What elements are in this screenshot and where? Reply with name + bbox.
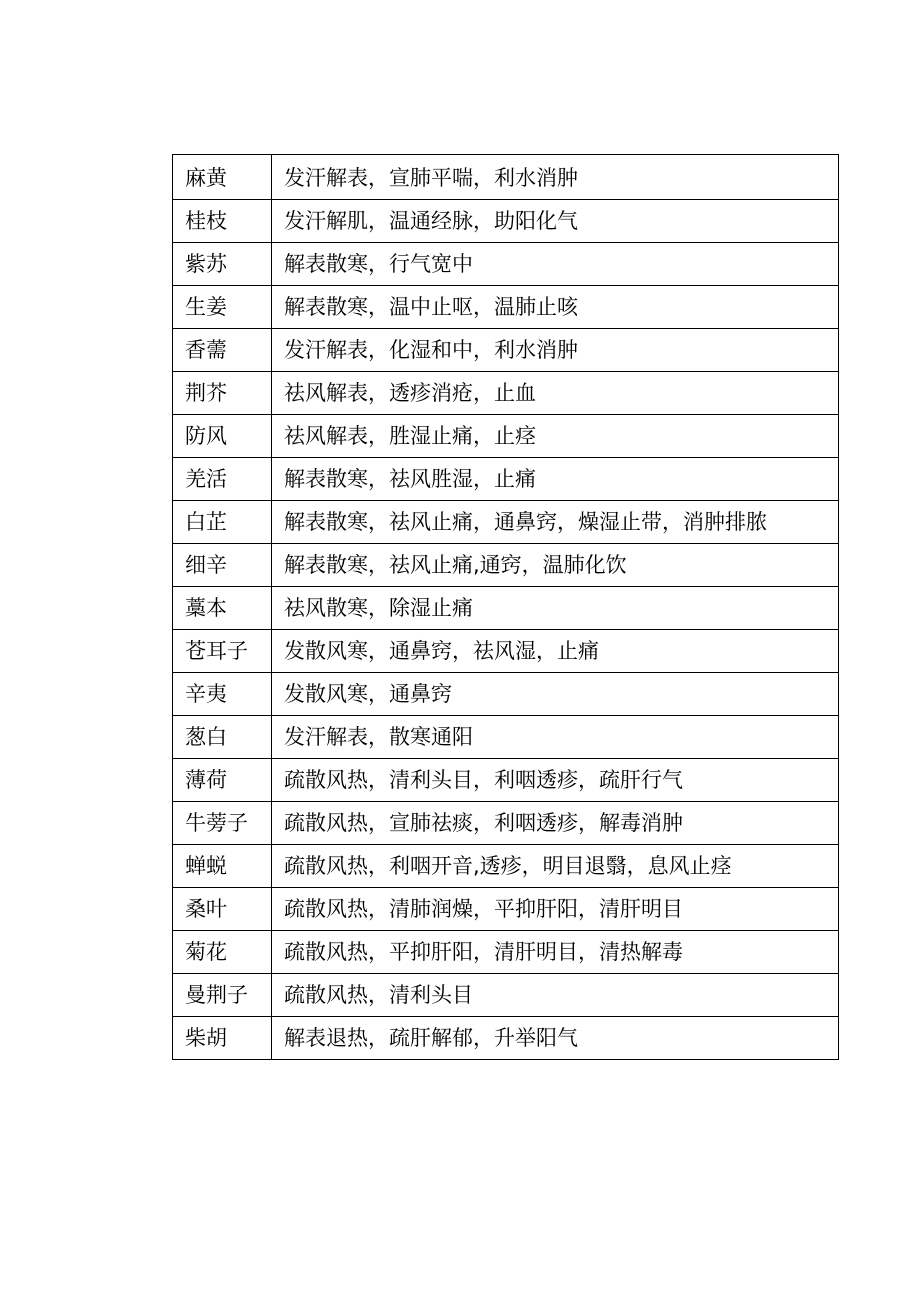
table-row <box>173 673 839 716</box>
herb-name-cell: 羌活 <box>173 458 272 501</box>
table-row <box>173 243 839 286</box>
table-row <box>173 501 839 544</box>
herb-effect-cell: 解表散寒，祛风止痛,通窍，温肺化饮 <box>272 544 839 587</box>
herb-effect-cell: 解表散寒，温中止呕，温肺止咳 <box>272 286 839 329</box>
herb-name-cell: 菊花 <box>173 931 272 974</box>
table-row <box>173 630 839 673</box>
herb-effect-cell: 发汗解表，散寒通阳 <box>272 716 839 759</box>
herb-name-cell: 辛夷 <box>173 673 272 716</box>
table-row <box>173 931 839 974</box>
herb-effect-cell: 祛风散寒，除湿止痛 <box>272 587 839 630</box>
herb-name-cell: 蝉蜕 <box>173 845 272 888</box>
herb-name-cell: 藁本 <box>173 587 272 630</box>
herb-name-cell: 桑叶 <box>173 888 272 931</box>
herb-name-cell: 柴胡 <box>173 1017 272 1060</box>
table-row <box>173 286 839 329</box>
herb-effect-cell: 疏散风热，利咽开音,透疹，明目退翳，息风止痉 <box>272 845 839 888</box>
table-row <box>173 587 839 630</box>
herb-name-cell: 苍耳子 <box>173 630 272 673</box>
herb-effect-cell: 疏散风热，平抑肝阳，清肝明目，清热解毒 <box>272 931 839 974</box>
herb-effect-cell: 解表退热，疏肝解郁，升举阳气 <box>272 1017 839 1060</box>
table-row <box>173 888 839 931</box>
table-row <box>173 845 839 888</box>
herb-effect-cell: 解表散寒，祛风止痛，通鼻窍，燥湿止带，消肿排脓 <box>272 501 839 544</box>
herb-name-cell: 香薷 <box>173 329 272 372</box>
herb-name-cell: 薄荷 <box>173 759 272 802</box>
herb-effect-cell: 疏散风热，宣肺祛痰，利咽透疹，解毒消肿 <box>272 802 839 845</box>
table-row <box>173 1017 839 1060</box>
herb-effect-cell: 祛风解表，透疹消疮，止血 <box>272 372 839 415</box>
herb-effect-cell: 祛风解表，胜湿止痛，止痉 <box>272 415 839 458</box>
table-row <box>173 458 839 501</box>
herb-effect-cell: 发散风寒，通鼻窍，祛风湿，止痛 <box>272 630 839 673</box>
herb-effect-cell: 发汗解肌，温通经脉，助阳化气 <box>272 200 839 243</box>
herb-name-cell: 曼荆子 <box>173 974 272 1017</box>
table-row <box>173 974 839 1017</box>
table-row <box>173 200 839 243</box>
herb-name-cell: 白芷 <box>173 501 272 544</box>
table-row <box>173 544 839 587</box>
herb-name-cell: 桂枝 <box>173 200 272 243</box>
herb-effect-cell: 发汗解表，化湿和中，利水消肿 <box>272 329 839 372</box>
table-row <box>173 329 839 372</box>
table-row <box>173 759 839 802</box>
herb-name-cell: 紫苏 <box>173 243 272 286</box>
herb-name-cell: 牛蒡子 <box>173 802 272 845</box>
herb-table-body <box>173 155 839 1060</box>
herb-name-cell: 生姜 <box>173 286 272 329</box>
table-row <box>173 802 839 845</box>
herb-effect-cell: 解表散寒，行气宽中 <box>272 243 839 286</box>
herb-effect-cell: 发散风寒，通鼻窍 <box>272 673 839 716</box>
herb-name-cell: 麻黄 <box>173 155 272 200</box>
table-row <box>173 155 839 200</box>
herb-name-cell: 防风 <box>173 415 272 458</box>
herb-effect-cell: 疏散风热，清利头目，利咽透疹，疏肝行气 <box>272 759 839 802</box>
table-row <box>173 716 839 759</box>
herb-effect-cell: 疏散风热，清肺润燥，平抑肝阳，清肝明目 <box>272 888 839 931</box>
table-row <box>173 372 839 415</box>
herb-name-cell: 细辛 <box>173 544 272 587</box>
table-row <box>173 415 839 458</box>
herb-name-cell: 葱白 <box>173 716 272 759</box>
herb-name-cell: 荆芥 <box>173 372 272 415</box>
herb-effect-cell: 疏散风热，清利头目 <box>272 974 839 1017</box>
herb-effect-cell: 发汗解表，宣肺平喘，利水消肿 <box>272 155 839 200</box>
herb-effect-cell: 解表散寒，祛风胜湿，止痛 <box>272 458 839 501</box>
herb-effects-table <box>172 154 839 1060</box>
